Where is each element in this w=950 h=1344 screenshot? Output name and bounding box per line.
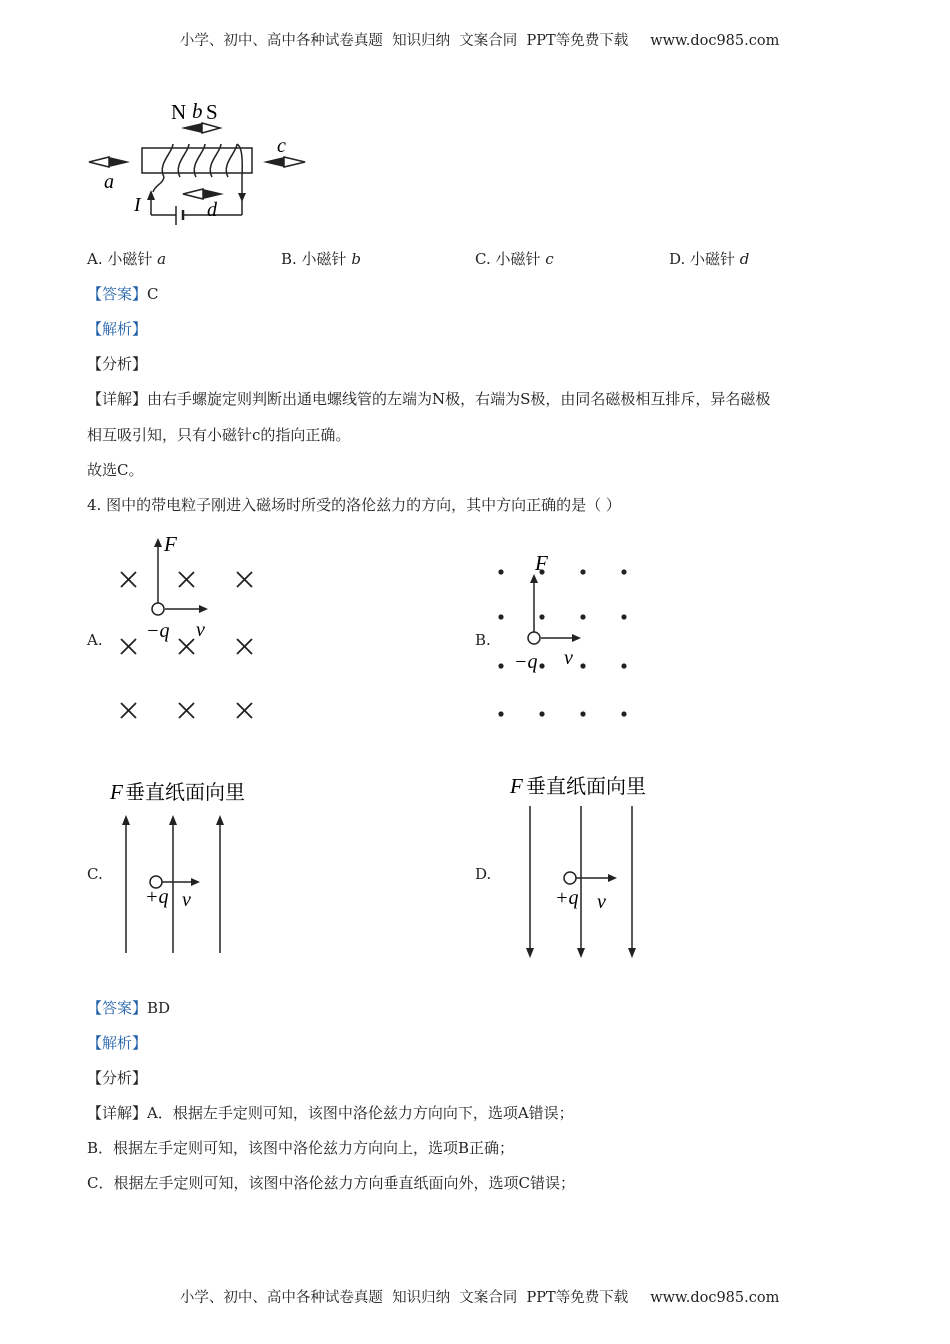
label-I: I xyxy=(134,194,141,216)
option-var: d xyxy=(739,250,750,268)
q4-detail-b xyxy=(87,1138,514,1158)
q3-option-d xyxy=(669,249,749,269)
q4-label-a: A. xyxy=(87,631,103,649)
figure-d xyxy=(505,768,685,963)
answer-tag: 【答案】 xyxy=(87,285,148,303)
q4-detail-a xyxy=(87,1103,574,1123)
charge-label: −q xyxy=(146,620,170,642)
needle-a-south xyxy=(109,157,130,167)
answer-tag: 【答案】 xyxy=(87,999,148,1017)
velocity-arrowhead-icon xyxy=(572,634,581,642)
velocity-label: v xyxy=(182,889,191,911)
field-arrowheads-down-icon xyxy=(526,948,636,958)
detail-text: C．根据左手定则可知，该图中洛伦兹力方向垂直纸面向外，选项C错误； xyxy=(87,1174,575,1192)
q3-option-c xyxy=(475,249,554,269)
q3-detail-line1 xyxy=(87,389,770,409)
charge-label: +q xyxy=(145,886,169,908)
q4-label-c: C. xyxy=(87,865,103,883)
particle xyxy=(152,603,164,615)
velocity-label: v xyxy=(196,619,205,641)
caption-text: 垂直纸面向里 xyxy=(125,780,245,804)
figure-c xyxy=(105,775,275,960)
q3-analysis xyxy=(87,319,147,339)
page-header xyxy=(0,13,950,50)
needle-b-north xyxy=(181,123,202,133)
caption-f: F xyxy=(510,774,523,798)
option-var: b xyxy=(351,250,361,268)
velocity-arrowhead-icon xyxy=(191,878,200,886)
page-footer xyxy=(0,1270,950,1307)
velocity-label: v xyxy=(564,647,573,669)
velocity-arrowhead-icon xyxy=(199,605,208,613)
footer-text: 小学、初中、高中各种试卷真题 知识归纳 文案合同 PPT等免费下载 xyxy=(179,1290,629,1306)
needle-c-south xyxy=(284,157,305,167)
figure-a xyxy=(110,530,270,730)
detail-tag: 【详解】 xyxy=(87,390,148,408)
field-lines-up xyxy=(126,823,220,953)
fenxi-tag: 【分析】 xyxy=(87,1069,148,1087)
q3-option-a xyxy=(87,249,166,269)
current-arrow-down-icon xyxy=(238,193,246,202)
q4-analysis xyxy=(87,1033,147,1053)
label-b: b xyxy=(192,99,203,123)
option-var: a xyxy=(157,250,167,268)
detail-text: 相互吸引知，只有小磁针c的指向正确。 xyxy=(87,426,351,444)
caption-f: F xyxy=(110,780,123,804)
detail-text: B．根据左手定则可知，该图中洛伦兹力方向向上，选项B正确； xyxy=(87,1139,515,1157)
detail-tag: 【详解】 xyxy=(87,1104,148,1122)
option-text: B. 小磁针 xyxy=(281,250,352,268)
option-text: D. 小磁针 xyxy=(669,250,740,268)
charge-label: +q xyxy=(555,887,579,909)
coil xyxy=(153,144,242,192)
q3-option-b xyxy=(281,249,361,269)
field-out-of-page-dots xyxy=(498,569,626,716)
option-text: A. 小磁针 xyxy=(87,250,158,268)
force-label: F xyxy=(535,551,548,575)
label-a: a xyxy=(104,171,114,193)
solenoid-figure xyxy=(85,92,315,232)
velocity-label: v xyxy=(597,891,606,913)
detail-text: 由右手螺旋定则判断出通电螺线管的左端为N极，右端为S极，由同名磁极相互排斥，异名磁极 xyxy=(147,390,771,408)
needle-a-north xyxy=(89,157,109,167)
fenxi-tag: 【分析】 xyxy=(87,355,148,373)
particle xyxy=(564,872,576,884)
velocity-arrowhead-icon xyxy=(608,874,617,882)
force-arrowhead-icon xyxy=(530,574,538,583)
needle-d-north xyxy=(183,189,203,199)
footer-url: www.doc985.com xyxy=(650,1290,780,1306)
q4-fenxi xyxy=(87,1068,147,1088)
force-arrowhead-icon xyxy=(154,538,162,547)
force-label: F xyxy=(164,532,177,556)
needle-c-north xyxy=(263,157,284,167)
needle-d-south xyxy=(203,189,224,199)
q4-answer xyxy=(87,998,170,1018)
q4-detail-c xyxy=(87,1173,575,1193)
figure-b xyxy=(490,545,640,725)
answer-value: C xyxy=(147,285,159,303)
label-c: c xyxy=(277,135,286,157)
question-stem: 4. 图中的带电粒子刚进入磁场时所受的洛伦兹力的方向，其中方向正确的是（ ） xyxy=(87,496,621,514)
option-var: c xyxy=(545,250,554,268)
conclusion-text: 故选C。 xyxy=(87,461,144,479)
field-into-page-crosses xyxy=(121,572,252,718)
label-N: N xyxy=(171,100,187,124)
particle xyxy=(528,632,540,644)
charge-label: −q xyxy=(514,651,538,673)
analysis-tag: 【解析】 xyxy=(87,320,148,338)
analysis-tag: 【解析】 xyxy=(87,1034,148,1052)
q4-label-d: D. xyxy=(475,865,492,883)
needle-b-south xyxy=(202,123,220,133)
q4-stem xyxy=(87,495,621,515)
option-text: C. 小磁针 xyxy=(475,250,546,268)
field-arrowheads-icon xyxy=(122,815,224,825)
header-text: 小学、初中、高中各种试卷真题 知识归纳 文案合同 PPT等免费下载 xyxy=(179,33,629,49)
q4-label-b: B. xyxy=(475,631,491,649)
caption-text: 垂直纸面向里 xyxy=(526,774,646,798)
detail-text: A．根据左手定则可知，该图中洛伦兹力方向向下，选项A错误； xyxy=(147,1104,574,1122)
header-url: www.doc985.com xyxy=(650,33,780,49)
q3-answer xyxy=(87,284,159,304)
q3-fenxi xyxy=(87,354,147,374)
answer-value: BD xyxy=(147,999,171,1017)
q3-detail-line2 xyxy=(87,425,350,445)
q3-conclusion xyxy=(87,460,143,480)
label-d: d xyxy=(207,199,217,221)
label-S: S xyxy=(206,100,218,124)
